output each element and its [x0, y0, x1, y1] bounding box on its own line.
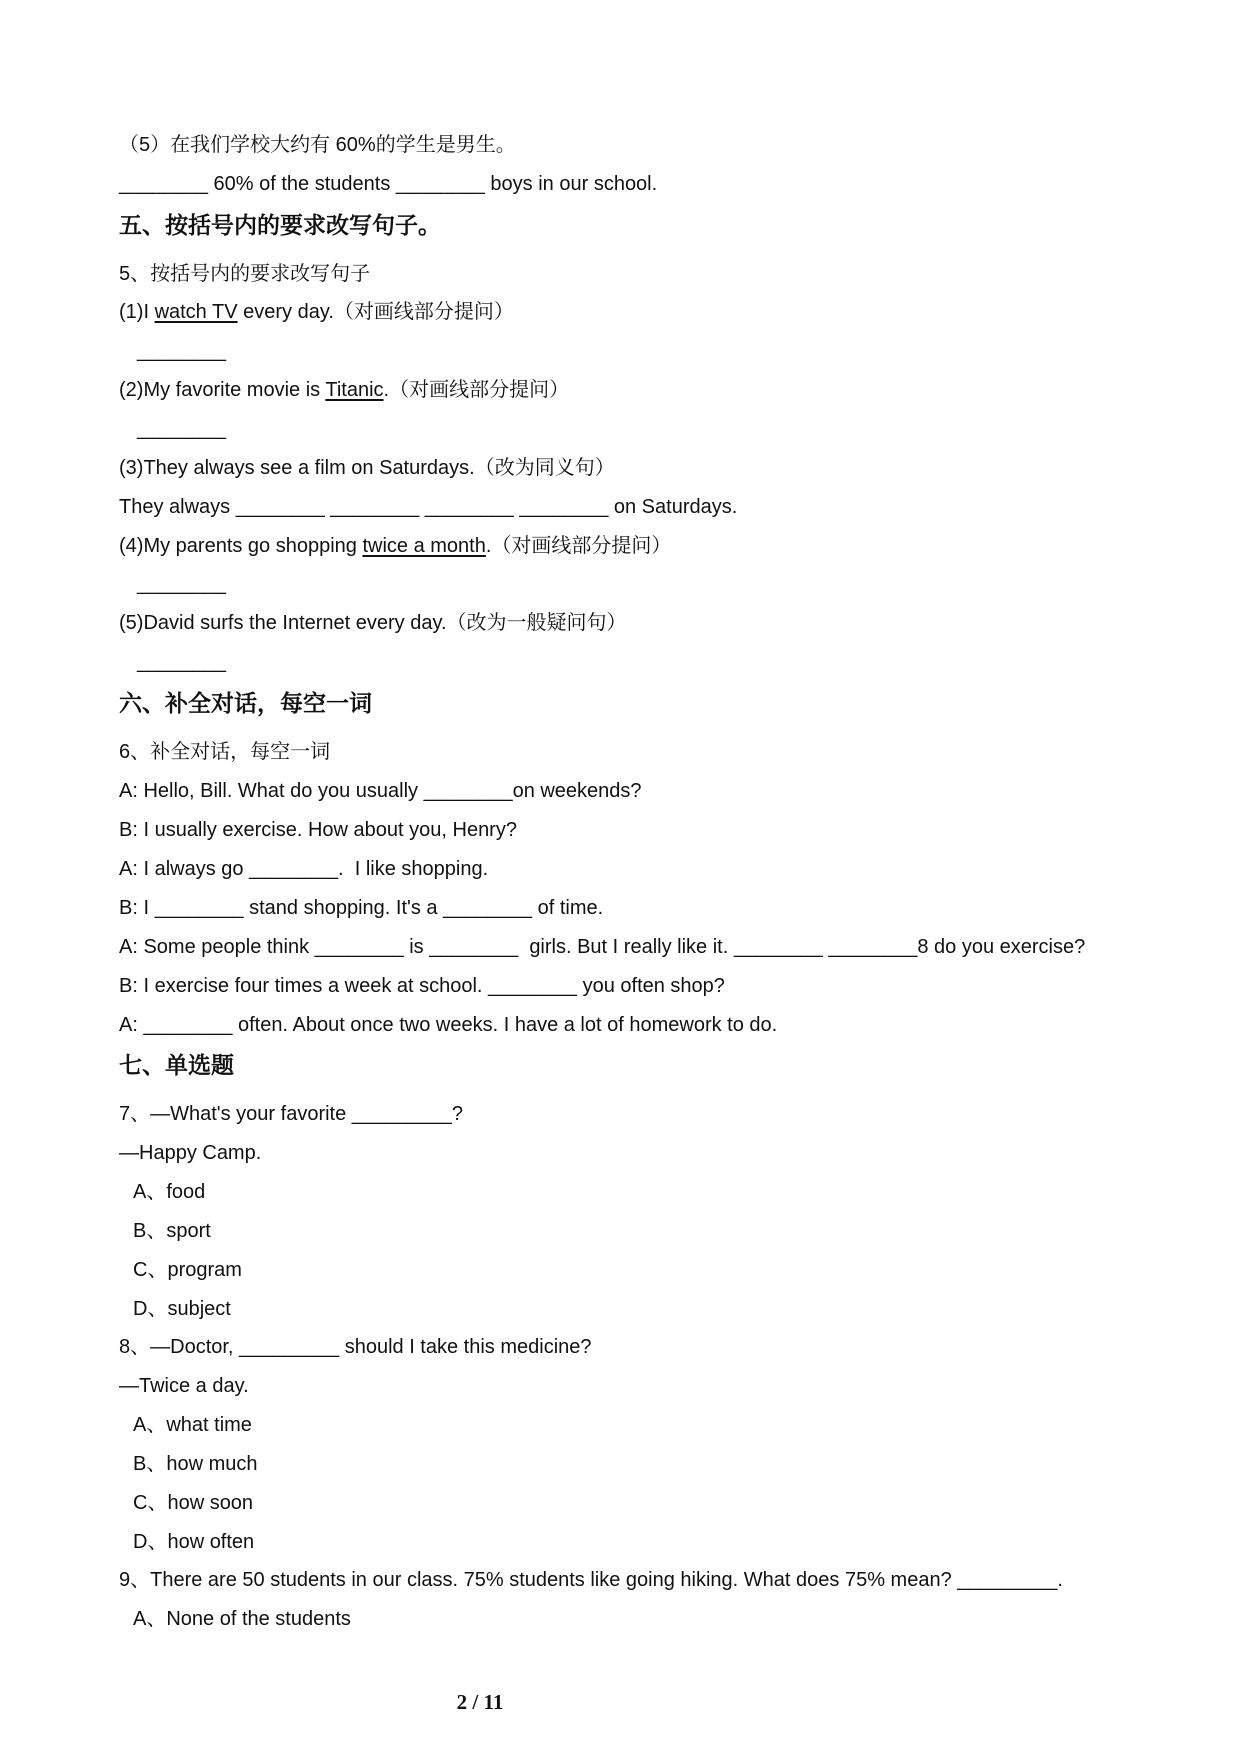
question-5-4: (4)My parents go shopping twice a month.（对画线部分提问） — [119, 535, 672, 557]
section-6-heading: 六、补全对话，每空一词 — [119, 691, 372, 717]
question-7-option-b: B、sport — [133, 1220, 211, 1242]
question-8-option-d: D、how often — [133, 1531, 255, 1553]
question-5-5: (5)David surfs the Internet every day.（改为一般疑问句） — [119, 612, 627, 634]
question-8-stem: 8、—Doctor, _________ should I take this medicine? — [119, 1336, 592, 1358]
underlined-part: watch TV — [154, 301, 238, 323]
question-6-stem: 6、补全对话，每空一词 — [119, 741, 331, 763]
question-4-5-english: ________ 60% of the students ________ boys in our school. — [119, 173, 658, 195]
question-8-option-b: B、how much — [133, 1453, 258, 1475]
answer-blank: ________ — [137, 573, 226, 595]
underlined-part: twice a month — [362, 535, 486, 557]
section-7-heading: 七、单选题 — [119, 1053, 234, 1079]
dialogue-line: B: I usually exercise. How about you, Henry? — [119, 819, 517, 841]
question-8-option-a: A、what time — [133, 1414, 252, 1436]
question-9-option-a: A、None of the students — [133, 1608, 351, 1630]
answer-blank: ________ — [137, 418, 226, 440]
dialogue-line: A: Some people think ________ is ________ girls. But I really like it. ________ ________8 do you exercise? — [119, 936, 1086, 958]
question-9-stem: 9、There are 50 students in our class. 75% students like going hiking. What does 75% mean? _________. — [119, 1569, 1063, 1591]
question-5-2: (2)My favorite movie is Titanic.（对画线部分提问） — [119, 379, 570, 401]
question-8-option-c: C、how soon — [133, 1492, 254, 1514]
question-5-3-answer: They always ________ ________ ________ ________ on Saturdays. — [119, 496, 738, 518]
dialogue-line: A: Hello, Bill. What do you usually ________on weekends? — [119, 780, 642, 802]
question-5-1: (1)I watch TV every day.（对画线部分提问） — [119, 301, 514, 323]
question-7-option-a: A、food — [133, 1181, 206, 1203]
page-number: 2 / 11 — [456, 1690, 504, 1714]
answer-blank: ________ — [137, 651, 226, 673]
dialogue-line: A: ________ often. About once two weeks. I have a lot of homework to do. — [119, 1014, 778, 1036]
question-7-reply: —Happy Camp. — [119, 1142, 262, 1164]
question-7-stem: 7、—What's your favorite _________? — [119, 1103, 464, 1125]
question-8-reply: —Twice a day. — [119, 1375, 249, 1397]
answer-blank: ________ — [137, 340, 226, 362]
question-5-stem: 5、按括号内的要求改写句子 — [119, 263, 371, 285]
section-5-heading: 五、按括号内的要求改写句子。 — [119, 213, 441, 239]
question-7-option-d: D、subject — [133, 1298, 231, 1320]
dialogue-line: B: I exercise four times a week at school. ________ you often shop? — [119, 975, 725, 997]
question-4-5-chinese: （5）在我们学校大约有 60%的学生是男生。 — [119, 134, 516, 156]
underlined-part: Titanic — [325, 379, 384, 401]
dialogue-line: A: I always go ________. I like shopping. — [119, 858, 489, 880]
question-5-3: (3)They always see a film on Saturdays.（改为同义句） — [119, 457, 615, 479]
question-7-option-c: C、program — [133, 1259, 242, 1281]
dialogue-line: B: I ________ stand shopping. It's a ________ of time. — [119, 897, 604, 919]
